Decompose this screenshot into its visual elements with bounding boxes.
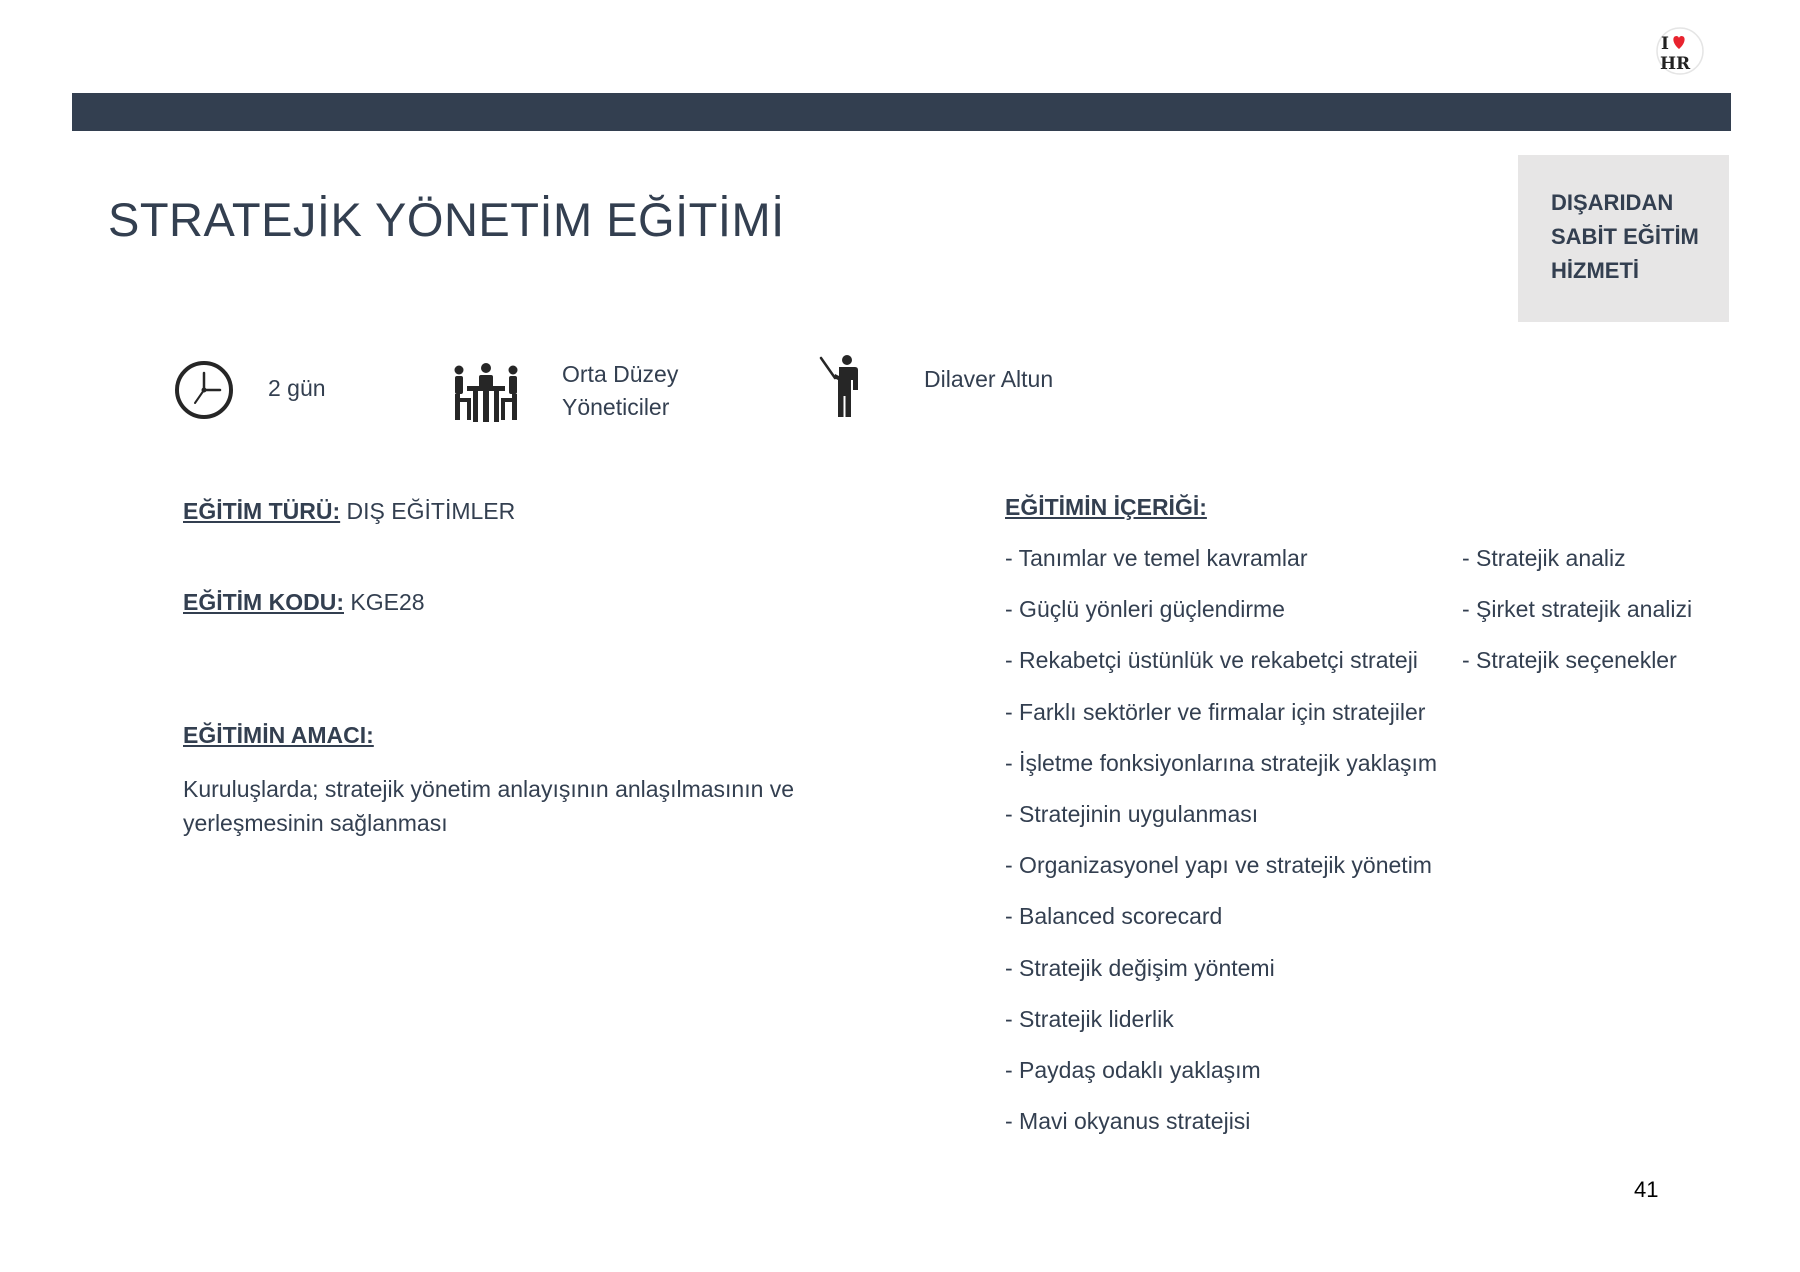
list-item: - İşletme fonksiyonlarına stratejik yaklaşım bbox=[1005, 749, 1438, 776]
clock-icon bbox=[173, 359, 235, 426]
list-item: - Güçlü yönleri güçlendirme bbox=[1005, 596, 1285, 623]
duration-text: 2 gün bbox=[268, 375, 326, 401]
badge-line: SABİT EĞİTİM bbox=[1551, 224, 1699, 249]
badge-line: DIŞARIDAN bbox=[1551, 190, 1674, 215]
list-item: - Farklı sektörler ve firmalar için stratejiler bbox=[1005, 698, 1426, 725]
list-item: - Stratejik seçenekler bbox=[1462, 647, 1677, 674]
svg-text:I: I bbox=[1661, 34, 1669, 54]
training-code-value: KGE28 bbox=[350, 589, 425, 615]
audience-text bbox=[562, 358, 678, 424]
i-love-hr-logo bbox=[1652, 26, 1708, 76]
audience-line: Orta Düzey bbox=[562, 361, 679, 387]
purpose-text: Kuruluşlarda; stratejik yönetim anlayışının anlaşılmasının ve yerleşmesinin sağlanması bbox=[183, 776, 795, 836]
meeting-people-icon bbox=[453, 362, 519, 429]
audience-line: Yöneticiler bbox=[562, 394, 670, 420]
list-item: - Stratejinin uygulanması bbox=[1005, 800, 1259, 827]
training-type-label: EĞİTİM TÜRÜ: bbox=[183, 498, 341, 524]
page-number: 41 bbox=[1634, 1177, 1659, 1202]
content-heading: EĞİTİMİN İÇERİĞİ: bbox=[1005, 494, 1207, 520]
list-item: - Stratejik analiz bbox=[1462, 545, 1626, 571]
svg-text:HR: HR bbox=[1660, 54, 1691, 74]
presenter-icon bbox=[818, 354, 862, 423]
header-bar bbox=[72, 93, 1731, 131]
list-item: - Paydaş odaklı yaklaşım bbox=[1005, 1056, 1261, 1083]
badge-line: HİZMETİ bbox=[1551, 258, 1639, 283]
training-code bbox=[183, 589, 425, 616]
content-list-right bbox=[1462, 543, 1692, 697]
service-badge bbox=[1518, 155, 1729, 322]
training-code-label: EĞİTİM KODU: bbox=[183, 589, 344, 615]
list-item: - Mavi okyanus stratejisi bbox=[1005, 1108, 1251, 1135]
purpose-heading: EĞİTİMİN AMACI: bbox=[183, 722, 374, 748]
list-item: - Stratejik değişim yöntemi bbox=[1005, 954, 1275, 981]
list-item: - Organizasyonel yapı ve stratejik yönetim bbox=[1005, 852, 1432, 879]
list-item: - Tanımlar ve temel kavramlar bbox=[1005, 545, 1308, 571]
list-item: - Stratejik liderlik bbox=[1005, 1005, 1174, 1032]
trainer-text: Dilaver Altun bbox=[924, 366, 1054, 392]
training-type bbox=[183, 498, 515, 525]
list-item: - Rekabetçi üstünlük ve rekabetçi strateji bbox=[1005, 647, 1418, 674]
list-item: - Balanced scorecard bbox=[1005, 903, 1223, 930]
training-type-value: DIŞ EĞİTİMLER bbox=[346, 498, 516, 524]
page-title: STRATEJİK YÖNETİM EĞİTİMİ bbox=[108, 193, 785, 246]
content-list-left bbox=[1005, 543, 1437, 1157]
list-item: - Şirket stratejik analizi bbox=[1462, 596, 1693, 623]
